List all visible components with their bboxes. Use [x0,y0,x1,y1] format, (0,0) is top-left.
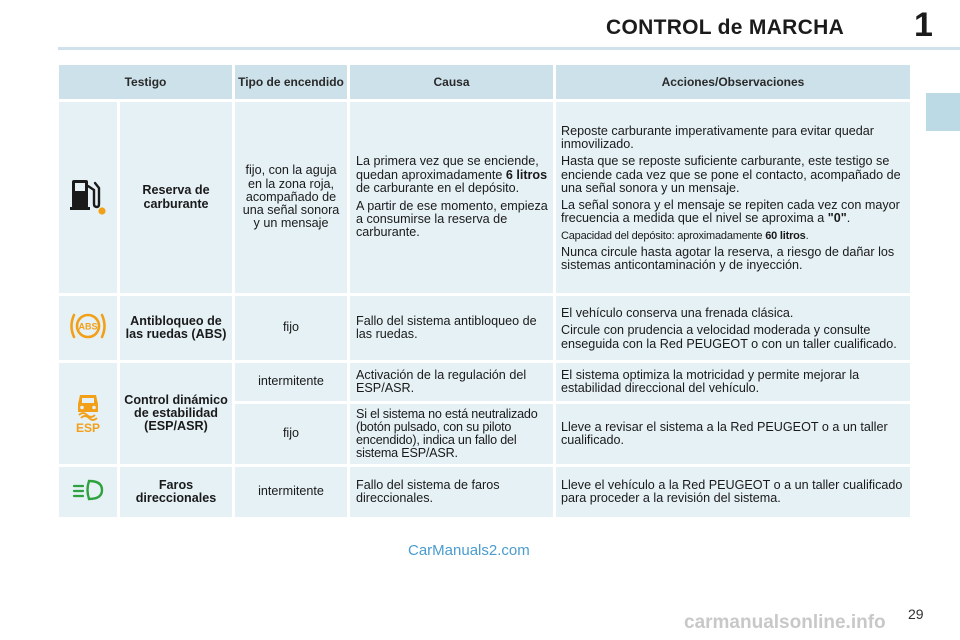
svg-text:ABS: ABS [78,321,98,332]
page-number: 29 [908,606,924,622]
fuel-cause: La primera vez que se enciende, quedan aproximadamente 6 litros de carburante en el depósito. A partir de ese momento, empieza a consumirse la reserva de carburante. [350,102,553,293]
warning-lights-table [56,62,913,520]
abs-type: fijo [235,296,347,360]
header-divider [58,47,960,50]
abs-icon [67,309,109,343]
chapter-number: 1 [914,6,933,44]
esp-icon [71,390,105,434]
directional-headlamp-icon [70,477,106,503]
fuel-actions: Reposte carburante imperativamente para evitar quedar inmovilizado. Hasta que se reposte suficiente carburante, este testigo se enciende cada vez que se pone el contacto, acompañado de una señal sonora y un mensaje. La señal sonora y el mensaje se repiten cada vez con mayor frecuencia a medida que el nivel se aproxima a "0". Capacidad del depósito: aproximadamente 60 litros. Nunca circule hasta agotar la reserva, a riesgo de dañar los sistemas anticontaminación y de inyección. [556,102,910,293]
footer-watermark: carmanualsonline.info [684,612,886,633]
esp-type-1: intermitente [235,363,347,401]
column-header-acciones: Acciones/Observaciones [556,65,910,99]
abs-icon-cell [59,296,117,360]
headlamp-type: intermitente [235,467,347,517]
esp-cause-1: Activación de la regulación del ESP/ASR. [350,363,553,401]
esp-name: Control dinámico de estabilidad (ESP/ASR) [120,363,232,464]
fuel-name: Reserva de carburante [120,102,232,293]
headlamp-icon-cell [59,467,117,517]
chapter-tab[interactable] [926,93,960,131]
fuel-icon-cell [59,102,117,293]
svg-text:ESP: ESP [75,420,101,434]
column-header-causa: Causa [350,65,553,99]
table-row [59,296,910,360]
table-row [59,363,910,401]
column-header-tipo: Tipo de encendido [235,65,347,99]
headlamp-name: Faros direccionales [120,467,232,517]
table-row [59,102,910,293]
headlamp-cause: Fallo del sistema de faros direccionales. [350,467,553,517]
table-header-row [59,65,910,99]
fuel-pump-icon [68,174,108,218]
esp-type-2: fijo [235,404,347,464]
column-header-testigo: Testigo [59,65,232,99]
esp-icon-cell [59,363,117,464]
table-row [59,467,910,517]
abs-actions: El vehículo conserva una frenada clásica. Circule con prudencia a velocidad moderada y consulte enseguida con la Red PEUGEOT o con un taller cualificado. [556,296,910,360]
page-title: CONTROL de MARCHA [606,16,845,39]
fuel-type: fijo, con la aguja en la zona roja, acompañado de una señal sonora y un mensaje [235,102,347,293]
headlamp-action: Lleve el vehículo a la Red PEUGEOT o a un taller cualificado para proceder a la revisión del sistema. [556,467,910,517]
esp-cause-2: Si el sistema no está neutralizado (botón pulsado, con su piloto encendido), indica un fallo del sistema ESP/ASR. [350,404,553,464]
abs-name: Antibloqueo de las ruedas (ABS) [120,296,232,360]
abs-cause: Fallo del sistema antibloqueo de las ruedas. [350,296,553,360]
esp-action-1: El sistema optimiza la motricidad y permite mejorar la estabilidad direccional del vehículo. [556,363,910,401]
watermark-link[interactable]: CarManuals2.com [408,542,530,559]
esp-action-2: Lleve a revisar el sistema a la Red PEUGEOT o a un taller cualificado. [556,404,910,464]
